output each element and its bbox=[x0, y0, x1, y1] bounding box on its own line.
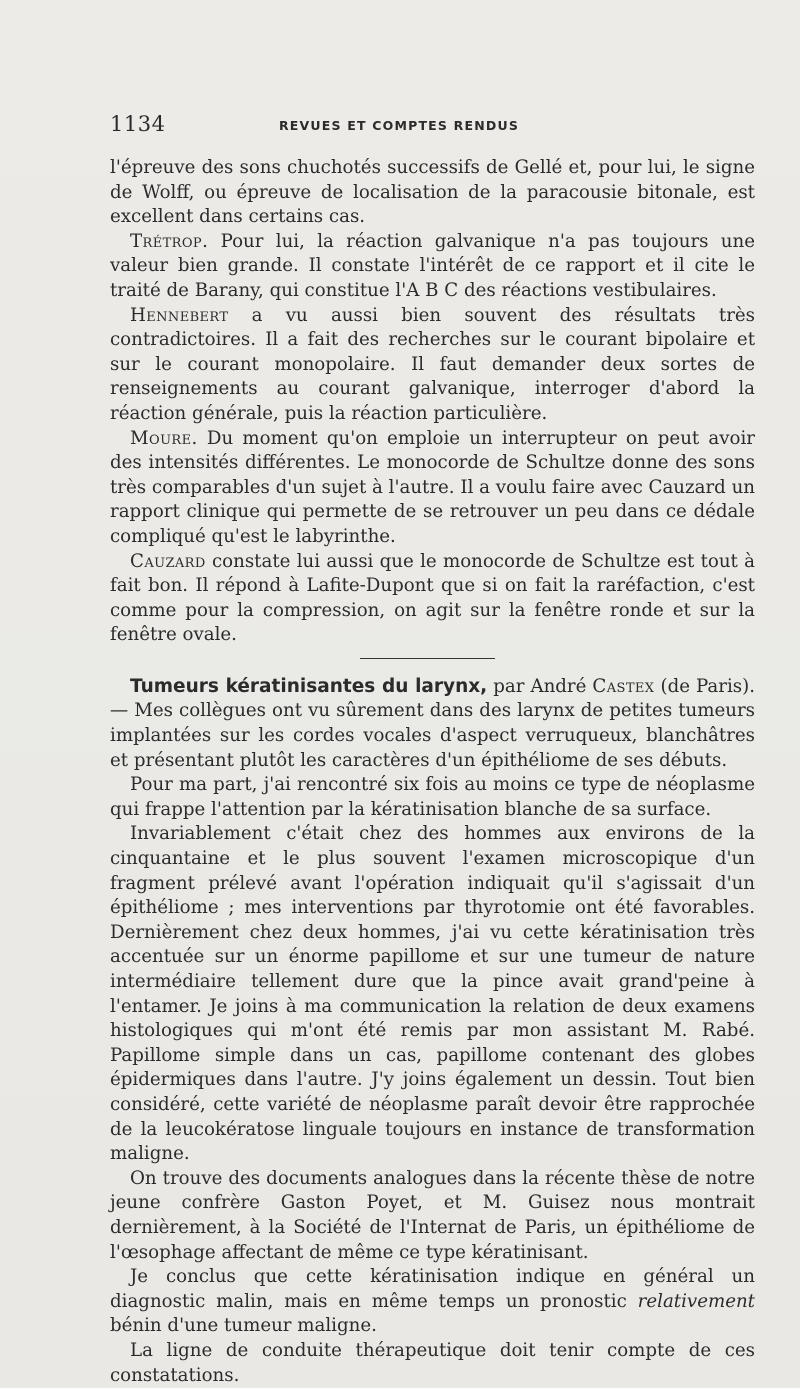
paragraph-text: a vu aussi bien souvent des résultats très contradictoires. Il a fait des recherches sur le courant bipolaire et sur le courant monopolaire. Il faut demander deux sortes de renseignements au courant galvanique, interroger d'abord la réaction générale, puis la réaction particulière. bbox=[110, 304, 755, 424]
article-paragraph: La ligne de conduite thérapeutique doit tenir compte de ces constatations. bbox=[110, 1339, 755, 1386]
paragraph-moure bbox=[110, 427, 755, 550]
author-name: Castex bbox=[592, 675, 655, 697]
article-paragraph: On trouve des documents analogues dans la récente thèse de notre jeune confrère Gaston Poyet, et M. Guisez nous montrait dernièrement, à la Société de l'Internat de Paris, un épithéliome de l'œsophage affectant de même ce type kératinisant. bbox=[110, 1167, 755, 1263]
paragraph-text: Je conclus que cette kératinisation indique en général un diagnostic malin, mais en même temps un pronostic bbox=[110, 1266, 755, 1312]
speaker-name: Trétrop. bbox=[130, 230, 209, 252]
paragraph-text: Du moment qu'on emploie un interrupteur on peut avoir des intensités différentes. Le monocorde de Schultze donne des sons très comparables d'un sujet à l'autre. Il a voulu faire avec Cauzard un rapport clinique qui permette de se retrouver un peu dans ce dédale compliqué qu'est le labyrinthe. bbox=[110, 427, 755, 547]
article-paragraph: Pour ma part, j'ai rencontré six fois au moins ce type de néoplasme qui frappe l'attention par la kératinisation blanche de sa surface. bbox=[110, 774, 755, 820]
paragraph-text: constate lui aussi que le monocorde de Schultze est tout à fait bon. Il répond à Lafite-Dupont que si on fait la raréfaction, c'est comme pour la compression, on agit sur la fenêtre ronde et sur la fenêtre ovale. bbox=[110, 550, 755, 646]
byline-prefix: par André bbox=[487, 675, 593, 697]
section-divider bbox=[360, 658, 495, 659]
running-title: REVUES ET COMPTES RENDUS bbox=[278, 118, 520, 133]
article-opening bbox=[110, 675, 755, 773]
paragraph-text: bénin d'une tumeur maligne. bbox=[110, 1315, 377, 1337]
article-paragraph bbox=[110, 1265, 755, 1339]
article-title: Tumeurs kératinisantes du larynx, bbox=[130, 675, 488, 697]
paragraph-continuation: l'épreuve des sons chuchotés successifs de Gellé et, pour lui, le signe de Wolff, ou épreuve de localisation de la paracousie bitonale, est excellent dans certains cas. bbox=[110, 157, 755, 228]
text-column bbox=[110, 156, 755, 1388]
paragraph-text: Pour lui, la réaction galvanique n'a pas toujours une valeur bien grande. Il constate l'intérêt de ce rapport et il cite le traité de Barany, qui constitue l'A B C des réactions vestibulaires. bbox=[110, 230, 755, 301]
page-number: 1134 bbox=[110, 112, 166, 136]
article-paragraph: Invariablement c'était chez des hommes aux environs de la cinquantaine et le plus souvent l'examen microscopique d'un fragment prélevé avant l'opération indiquait qu'il s'agissait d'un épithéliome ; mes interventions par thyrotomie ont été favorables. Dernièrement chez deux hommes, j'ai vu cette kératinisation très accentuée sur un énorme papillome et sur une tumeur de nature intermédiaire tellement dure que la pince avait grand'peine à l'entamer. Je joins à ma communication la relation de deux examens histologiques qui m'ont été remis par mon assistant M. Rabé. Papillome simple dans un cas, papillome contenant des globes épidermiques dans l'autre. J'y joins également un dessin. Tout bien considéré, cette variété de néoplasme paraît devoir être rapprochée de la leucokératose linguale toujours en instance de transformation maligne. bbox=[110, 823, 755, 1165]
paragraph-tretrop bbox=[110, 230, 755, 304]
speaker-name: Hennebert bbox=[130, 304, 229, 326]
paragraph-hennebert bbox=[110, 304, 755, 427]
paragraph-text: (de Paris). — Mes collègues ont vu sûrement dans des larynx de petites tumeurs implantées sur les cordes vocales d'aspect verruqueux, blanchâtres et présentant plutôt les caractères d'un épithéliome de ses débuts. bbox=[110, 675, 755, 771]
emphasis-text: relativement bbox=[637, 1290, 755, 1312]
speaker-name: Moure. bbox=[130, 427, 198, 449]
paragraph-cauzard bbox=[110, 550, 755, 648]
speaker-name: Cauzard bbox=[130, 550, 206, 572]
page-header bbox=[110, 112, 688, 142]
